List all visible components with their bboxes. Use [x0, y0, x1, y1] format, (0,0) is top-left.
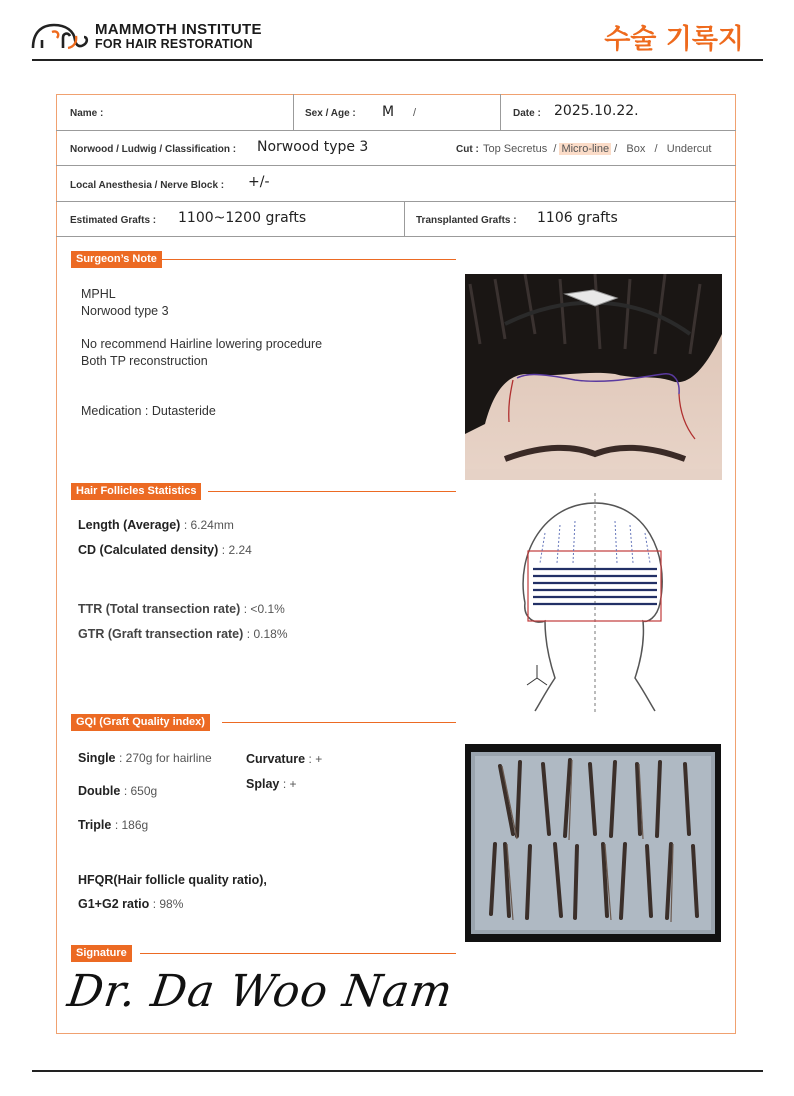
row-divider: [56, 236, 736, 237]
ttr-label: TTR (Total transection rate): [78, 602, 241, 616]
single-value: : 270g for hairline: [119, 751, 212, 765]
cut-option-micro-line[interactable]: Micro-line: [561, 143, 610, 155]
note-line: Norwood type 3: [81, 304, 169, 318]
graft-microscope-photo: [465, 744, 721, 942]
triple-stat: [78, 818, 148, 832]
section-line: [160, 259, 456, 260]
doctor-signature: Dr. Da Woo Nam: [64, 966, 457, 1017]
follicle-stats-tag: Hair Follicles Statistics: [71, 483, 201, 500]
classification-value[interactable]: Norwood type 3: [257, 139, 369, 155]
gqi-tag: GQI (Graft Quality index): [71, 714, 210, 731]
age-separator: /: [413, 107, 417, 119]
note-line: No recommend Hairline lowering procedure: [81, 337, 323, 351]
footer-divider: [32, 1070, 763, 1072]
name-label: Name :: [70, 108, 104, 119]
curvature-label: Curvature: [246, 752, 306, 766]
row-divider: [56, 130, 736, 131]
section-line: [208, 491, 456, 492]
cut-label: Cut :: [456, 144, 479, 155]
date-value[interactable]: 2025.10.22.: [554, 103, 639, 119]
transplanted-grafts-value[interactable]: 1106 grafts: [537, 210, 618, 226]
splay-value: : +: [282, 777, 297, 791]
curvature-stat: [246, 752, 322, 766]
double-stat: [78, 784, 157, 798]
mammoth-logo-icon: [30, 20, 92, 50]
anesthesia-value[interactable]: +/-: [248, 174, 270, 190]
brand-name: MAMMOTH INSTITUTE: [95, 21, 262, 38]
note-line: Medication : Dutasteride: [81, 404, 216, 418]
gtr-label: GTR (Graft transection rate): [78, 627, 244, 641]
cd-value: : 2.24: [221, 543, 252, 557]
donor-area-diagram: [515, 493, 665, 713]
g1g2-label: G1+G2 ratio: [78, 897, 150, 911]
triple-label: Triple: [78, 818, 112, 832]
cut-option-top-secretus[interactable]: Top Secretus: [483, 143, 548, 155]
hfqr-label: HFQR(Hair follicle quality ratio),: [78, 873, 267, 887]
splay-stat: [246, 777, 297, 791]
row-divider: [56, 165, 736, 166]
sex-age-label: Sex / Age :: [305, 108, 356, 119]
splay-label: Splay: [246, 777, 280, 791]
section-line: [222, 722, 456, 723]
cd-stat: [78, 543, 252, 557]
col-divider: [293, 94, 294, 130]
col-divider: [500, 94, 501, 130]
section-line: [140, 953, 456, 954]
ttr-value: : <0.1%: [243, 602, 285, 616]
note-line: MPHL: [81, 287, 116, 301]
anesthesia-label: Local Anesthesia / Nerve Block :: [70, 180, 225, 191]
classification-label: Norwood / Ludwig / Classification :: [70, 144, 237, 155]
double-label: Double: [78, 784, 121, 798]
g1g2-stat: [78, 897, 183, 911]
double-value: : 650g: [123, 784, 158, 798]
gtr-stat: [78, 627, 288, 641]
g1g2-value: : 98%: [152, 897, 184, 911]
triple-value: : 186g: [114, 818, 149, 832]
length-stat: [78, 518, 234, 532]
single-label: Single: [78, 751, 116, 765]
curvature-value: : +: [308, 752, 323, 766]
transplanted-grafts-label: Transplanted Grafts :: [416, 215, 517, 226]
note-line: Both TP reconstruction: [81, 354, 208, 368]
date-label: Date :: [513, 108, 541, 119]
hairline-design-photo: [465, 274, 722, 480]
col-divider: [404, 201, 405, 236]
surgeon-note-tag: Surgeon’s Note: [71, 251, 162, 268]
ttr-stat: [78, 602, 285, 616]
sex-value[interactable]: M: [382, 104, 395, 120]
estimated-grafts-value[interactable]: 1100~1200 grafts: [178, 210, 307, 226]
cut-option-box[interactable]: Box: [626, 143, 646, 155]
estimated-grafts-label: Estimated Grafts :: [70, 215, 157, 226]
brand-subname: FOR HAIR RESTORATION: [95, 37, 253, 51]
cut-options: Top Secretus / Micro-line / Box / Undercut: [483, 143, 712, 155]
cut-option-undercut[interactable]: Undercut: [666, 143, 712, 155]
hfqr-stat: [78, 873, 267, 887]
length-value: : 6.24mm: [183, 518, 234, 532]
single-stat: [78, 751, 212, 765]
header-divider: [32, 59, 763, 61]
row-divider: [56, 201, 736, 202]
cd-label: CD (Calculated density): [78, 543, 219, 557]
gtr-value: : 0.18%: [246, 627, 288, 641]
page-title: 수술 기록지: [604, 24, 744, 55]
signature-tag: Signature: [71, 945, 132, 962]
length-label: Length (Average): [78, 518, 181, 532]
